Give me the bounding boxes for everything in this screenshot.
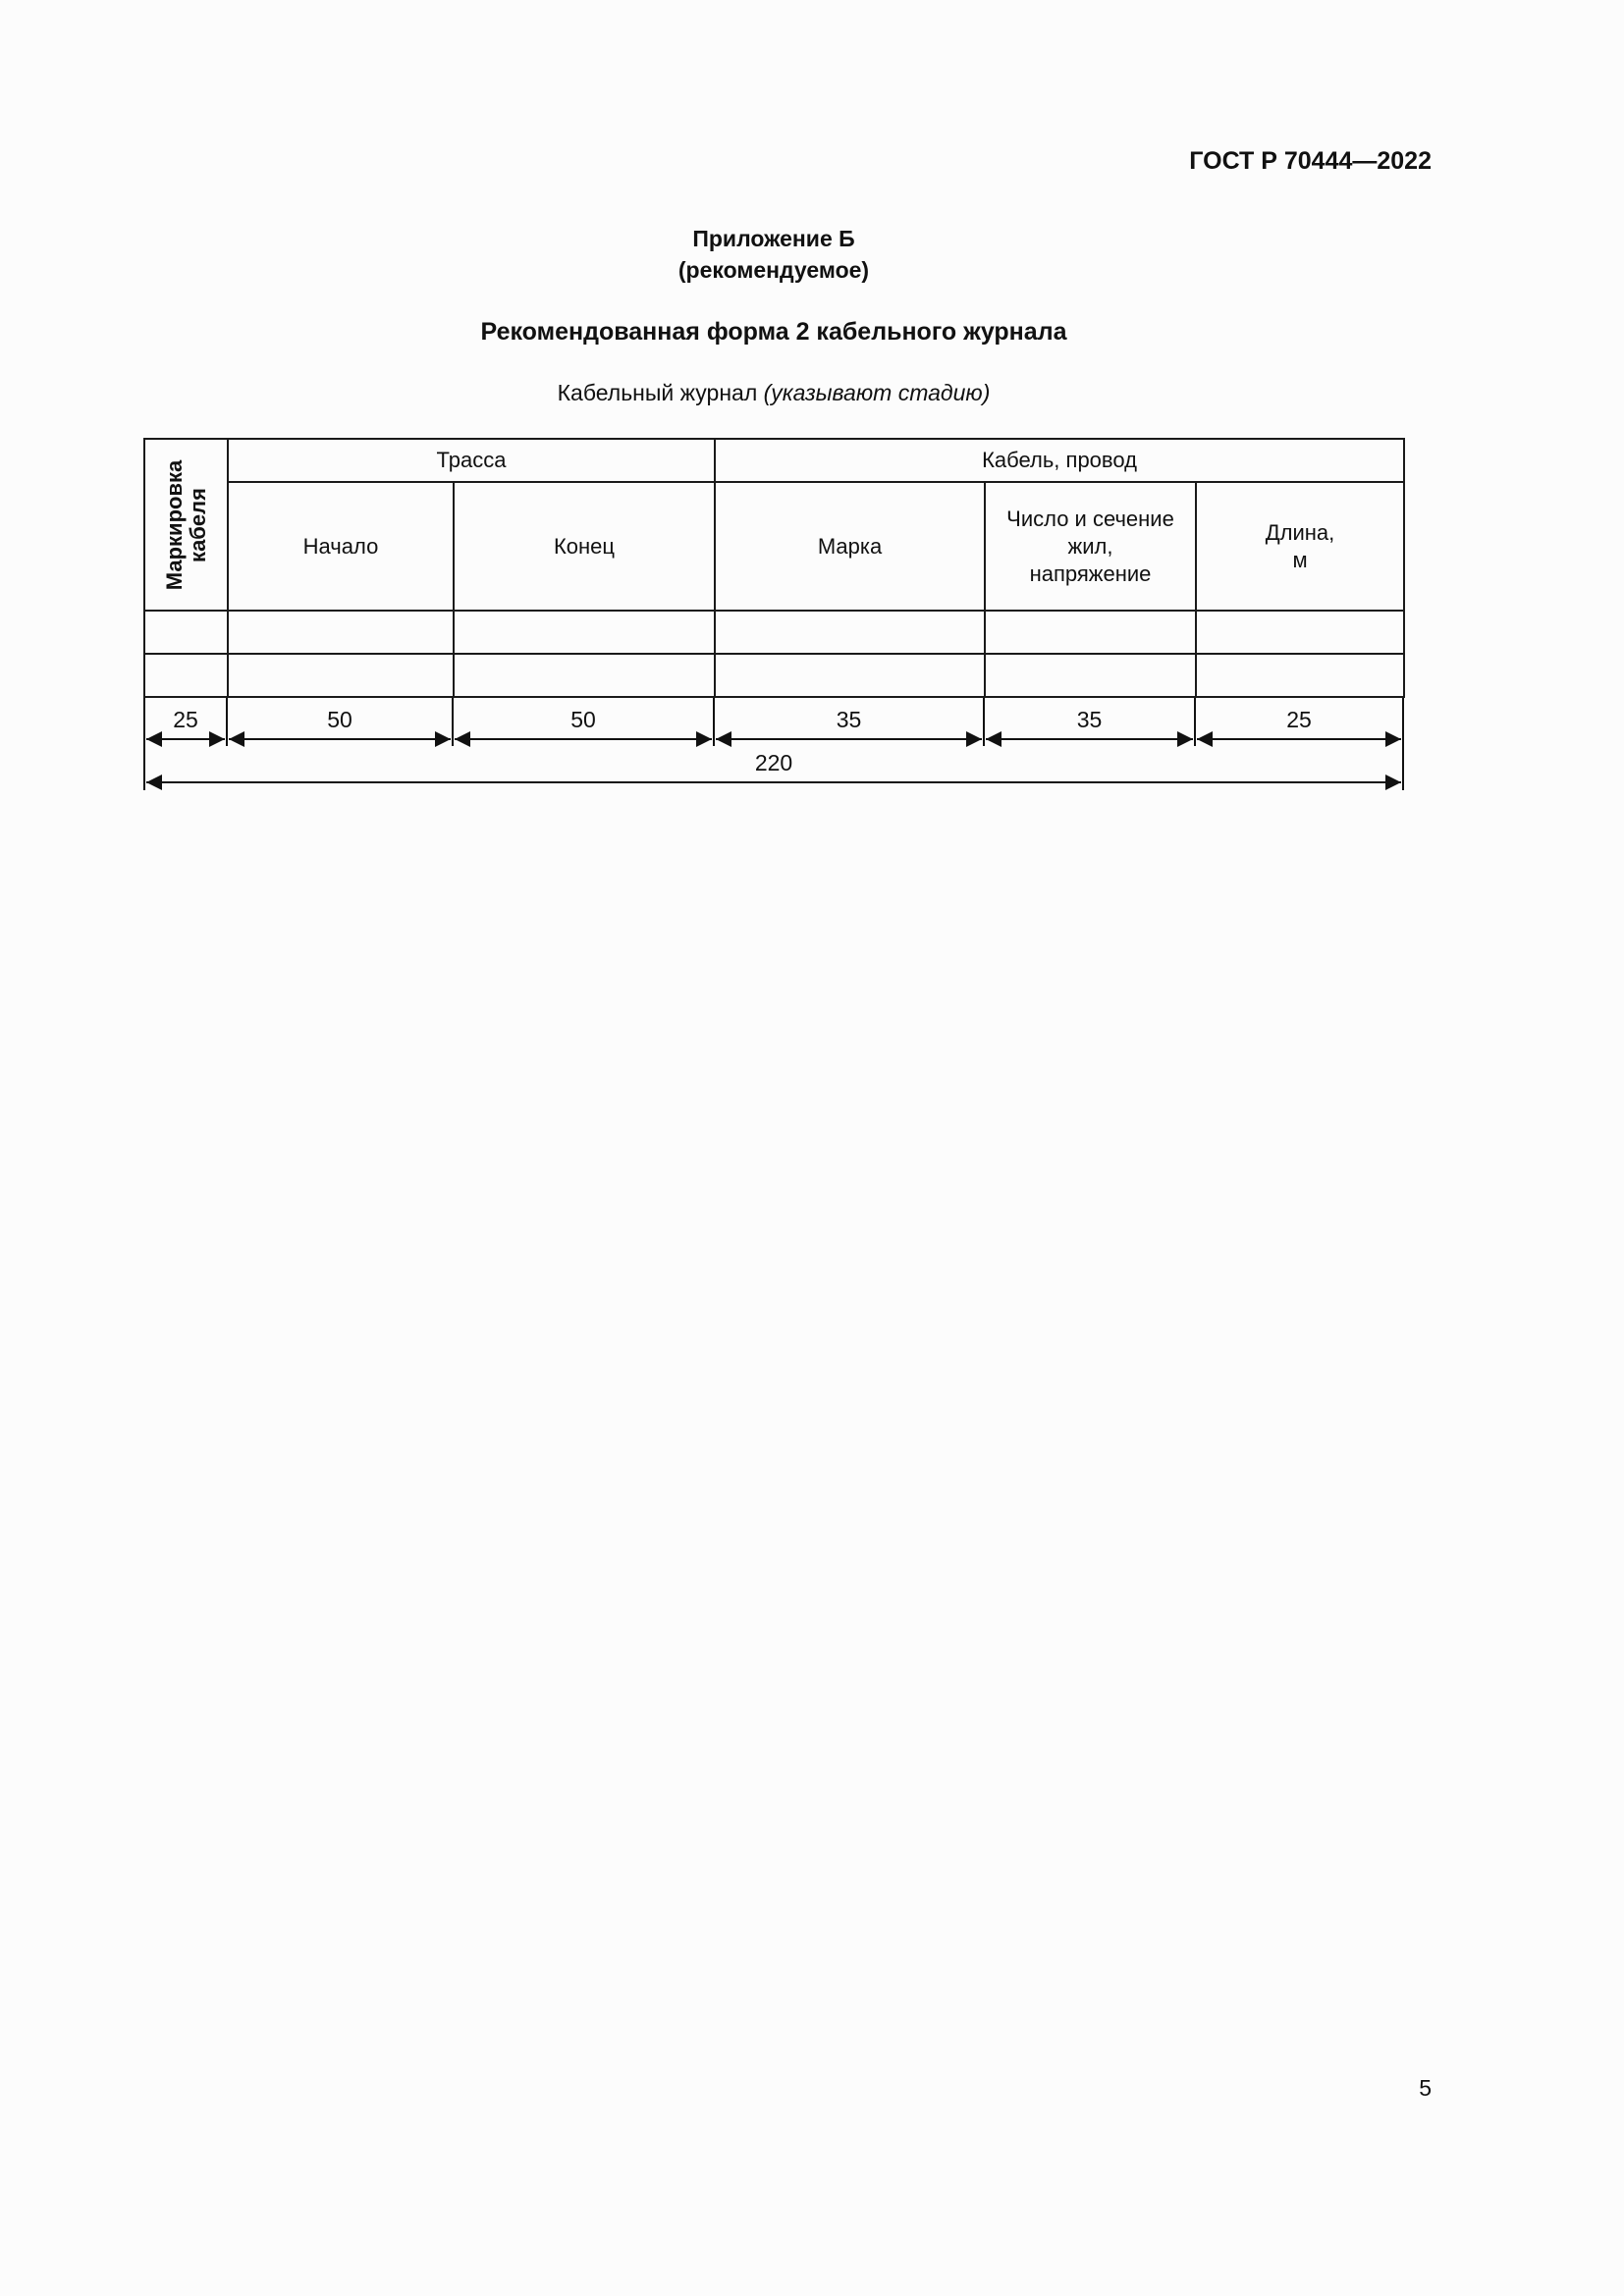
header-length-label: Длина, м (1265, 519, 1335, 572)
caption-text: Кабельный журнал (557, 380, 764, 405)
dimension-label: 50 (327, 707, 352, 732)
header-cores-label: Число и сечение жил, напряжение (1006, 506, 1174, 586)
dimension-label: 25 (1286, 707, 1312, 732)
dimension-label: 50 (570, 707, 596, 732)
appendix-subtitle: (рекомендуемое) (677, 257, 870, 283)
dimension-label: 35 (1076, 707, 1103, 732)
dimension-label: 25 (173, 707, 198, 732)
caption-italic: (указывают стадию) (763, 380, 991, 405)
header-end: Конец (454, 482, 715, 611)
dimension-label: 35 (836, 707, 862, 732)
header-cable-marking-label: Маркировка кабеля (161, 459, 210, 590)
header-route: Трасса (228, 439, 715, 482)
page-number: 5 (1419, 2075, 1432, 2101)
appendix-title: Приложение Б (692, 226, 855, 251)
header-cable-wire: Кабель, провод (715, 439, 1404, 482)
form-title: Рекомендованная форма 2 кабельного журнала (480, 318, 1067, 346)
total-dimension-label: 220 (754, 750, 793, 775)
document-code: ГОСТ Р 70444—2022 (1189, 147, 1432, 175)
header-start: Начало (228, 482, 454, 611)
header-brand: Марка (715, 482, 985, 611)
